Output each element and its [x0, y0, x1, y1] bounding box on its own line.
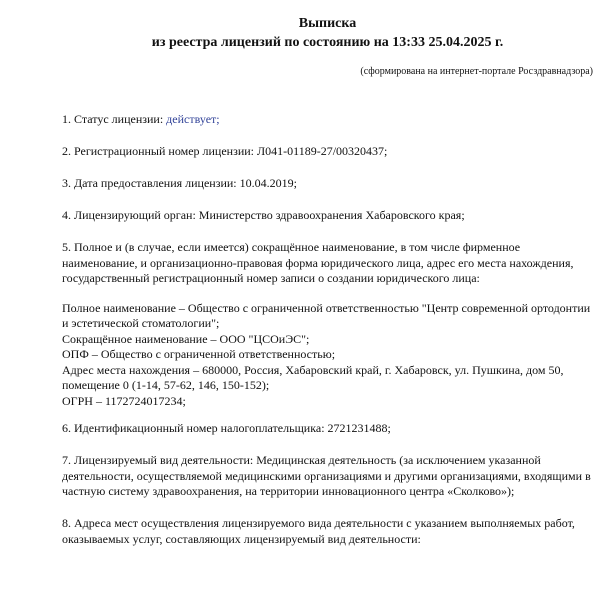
reg-number-line: 2. Регистрационный номер лицензии: Л041-01189-27/00320437; — [62, 144, 388, 158]
org-ogrn-line: ОГРН – 1172724017234; — [62, 393, 186, 408]
org-details — [62, 301, 593, 410]
title-line-1: Выписка — [298, 16, 357, 31]
status-line — [62, 112, 593, 128]
page-title — [62, 14, 593, 52]
generated-note: (сформирована на интернет-портале Росздравнадзора) — [360, 66, 593, 77]
org-opf-line: ОПФ – Общество с ограниченной ответственностью; — [62, 347, 336, 361]
org-info-intro: 5. Полное и (в случае, если имеется) сокращённое наименование, в том числе фирменное наименование, и организационно-правовая форма юридического лица, адрес его места нахождения, государственный регистрационный номер записи о создании юридического лица: — [62, 240, 574, 285]
grant-date-line: 3. Дата предоставления лицензии: 10.04.2019; — [62, 176, 297, 190]
title-line-2: из реестра лицензий по состоянию на 13:33 25.04.2025 г. — [151, 35, 504, 50]
addresses-intro: 8. Адреса мест осуществления лицензируемого вида деятельности с указанием выполняемых работ, оказываемых услуг, составляющих лицензируемый вид деятельности: — [62, 516, 575, 546]
status-label: 1. Статус лицензии: — [62, 112, 164, 126]
inn-line: 6. Идентификационный номер налогоплательщика: 2721231488; — [62, 421, 391, 435]
activity-line: 7. Лицензируемый вид деятельности: Медицинская деятельность (за исключением указанной деятельности, осуществляемой медицинскими организациями и другими организациями, входящими в частную систему здравоохранения, на территории инновационного центра «Сколково»); — [62, 453, 591, 498]
org-full-name-line: Полное наименование – Общество с ограниченной ответственностью "Центр современной ортодонтии и эстетической стоматологии"; — [62, 300, 591, 330]
org-short-name-line: Сокращённое наименование – ООО "ЦСОиЭС"; — [62, 331, 310, 346]
status-value: действует; — [166, 112, 220, 126]
licensing-authority-line: 4. Лицензирующий орган: Министерство здравоохранения Хабаровского края; — [62, 208, 465, 222]
org-address-line: Адрес места нахождения – 680000, Россия, Хабаровский край, г. Хабаровск, ул. Пушкина, дом 50, помещение 0 (1-14, 57-62, 146, 150-152); — [62, 362, 564, 392]
